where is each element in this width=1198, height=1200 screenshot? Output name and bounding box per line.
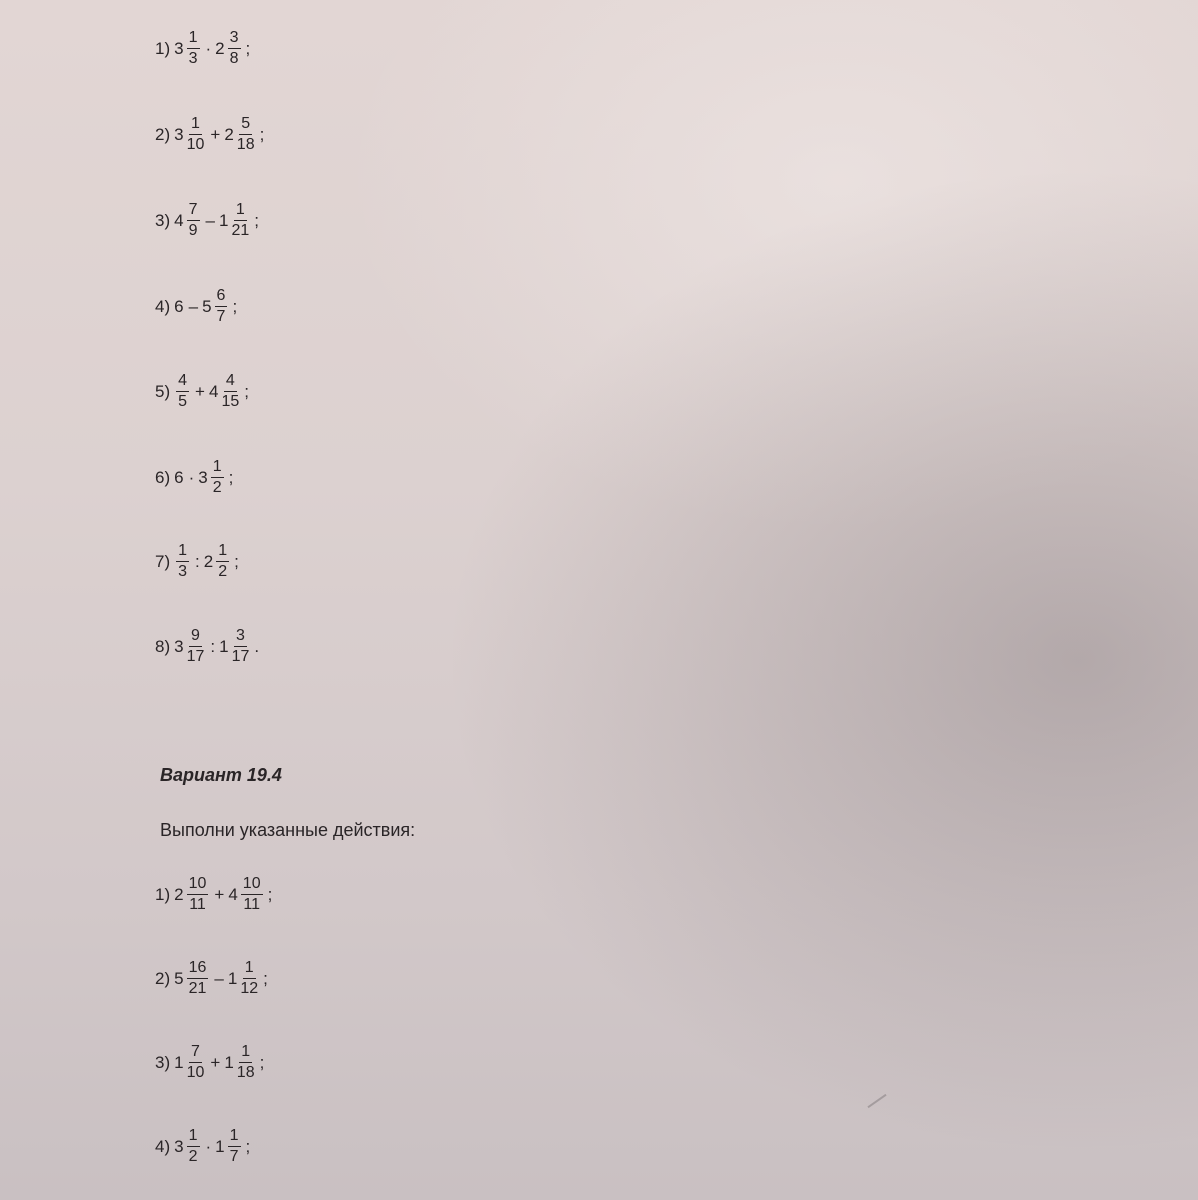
fraction	[221, 373, 239, 410]
operator: –	[188, 297, 199, 316]
whole-part: 3	[174, 637, 184, 656]
whole-part: 1	[219, 637, 229, 656]
problem-bottom-1	[155, 876, 272, 913]
numerator: 1	[187, 30, 200, 49]
numerator: 1	[216, 543, 229, 562]
fraction	[187, 30, 200, 67]
fraction	[187, 202, 200, 239]
denominator: 2	[212, 479, 222, 496]
whole-part: 6	[174, 468, 184, 487]
punctuation: ;	[259, 1053, 265, 1072]
numerator: 10	[241, 876, 263, 895]
denominator: 7	[229, 1148, 239, 1165]
numerator: 1	[187, 1128, 200, 1147]
denominator: 7	[216, 308, 226, 325]
problem-bottom-2	[155, 960, 268, 997]
whole-part: 4	[174, 211, 184, 230]
whole-part: 5	[174, 969, 184, 988]
operator: +	[210, 125, 221, 144]
problem-top-7	[155, 543, 239, 580]
fraction	[176, 373, 189, 410]
whole-part: 1	[174, 1053, 184, 1072]
whole-part: 3	[198, 468, 208, 487]
fraction	[187, 876, 209, 913]
numerator: 7	[189, 1044, 202, 1063]
denominator: 2	[188, 1148, 198, 1165]
fraction	[176, 543, 189, 580]
problem-number: 5)	[155, 382, 171, 401]
problem-number: 1)	[155, 885, 171, 904]
fraction	[237, 116, 255, 153]
problem-number: 2)	[155, 969, 171, 988]
whole-part: 4	[208, 382, 219, 401]
problem-number: 7)	[155, 552, 171, 571]
numerator: 9	[189, 628, 202, 647]
whole-part: 3	[174, 1137, 184, 1156]
problem-top-3	[155, 202, 259, 239]
fraction	[232, 628, 250, 665]
operator: +	[214, 885, 225, 904]
denominator: 3	[178, 563, 188, 580]
fraction	[215, 288, 228, 325]
whole-part: 5	[202, 297, 212, 316]
instruction-text: Выполни указанные действия:	[160, 820, 416, 840]
numerator: 10	[187, 876, 209, 895]
punctuation: ;	[267, 885, 273, 904]
punctuation: ;	[234, 552, 239, 571]
operator: :	[195, 552, 200, 571]
numerator: 1	[211, 459, 224, 478]
fraction	[211, 459, 224, 496]
fraction	[187, 628, 205, 665]
problem-number: 8)	[155, 637, 171, 656]
whole-part: 4	[228, 885, 238, 904]
numerator: 3	[234, 628, 247, 647]
operator: +	[210, 1053, 221, 1072]
punctuation: ;	[244, 382, 249, 401]
operator: +	[195, 382, 205, 401]
numerator: 16	[187, 960, 209, 979]
denominator: 11	[243, 896, 260, 913]
denominator: 18	[236, 136, 255, 153]
whole-part: 1	[215, 1137, 225, 1156]
problem-top-5	[155, 373, 249, 410]
numerator: 1	[189, 116, 202, 135]
numerator: 1	[176, 543, 189, 562]
denominator: 8	[229, 50, 239, 67]
problem-bottom-3	[155, 1044, 264, 1081]
operator: ·	[205, 1137, 212, 1156]
denominator: 12	[240, 980, 259, 997]
problem-bottom-4	[155, 1128, 250, 1165]
problem-number: 2)	[155, 125, 171, 144]
problem-number: 4)	[155, 297, 171, 316]
problem-top-2	[155, 116, 264, 153]
numerator: 1	[243, 960, 256, 979]
denominator: 9	[188, 222, 198, 239]
operator: –	[205, 211, 215, 230]
fraction	[187, 116, 205, 153]
fraction	[187, 1128, 200, 1165]
numerator: 1	[234, 202, 247, 221]
operator: ·	[188, 468, 195, 487]
fraction	[216, 543, 229, 580]
problem-number: 3)	[155, 211, 171, 230]
numerator: 6	[215, 288, 228, 307]
denominator: 21	[231, 222, 250, 239]
whole-part: 2	[203, 552, 214, 571]
numerator: 4	[224, 373, 237, 392]
punctuation: ;	[259, 125, 265, 144]
problem-number: 1)	[155, 39, 171, 58]
fraction	[240, 960, 258, 997]
punctuation: ;	[254, 211, 259, 230]
operator: –	[214, 969, 224, 988]
punctuation: ;	[263, 969, 268, 988]
numerator: 4	[176, 373, 189, 392]
denominator: 18	[236, 1064, 255, 1081]
problem-number: 6)	[155, 468, 171, 487]
punctuation: ;	[228, 468, 234, 487]
denominator: 5	[178, 393, 188, 410]
fraction	[241, 876, 263, 913]
whole-part: 3	[174, 125, 184, 144]
punctuation: .	[254, 637, 260, 656]
denominator: 15	[221, 393, 240, 410]
problem-top-6	[155, 459, 233, 496]
fraction	[228, 30, 241, 67]
numerator: 1	[239, 1044, 252, 1063]
denominator: 17	[186, 648, 205, 665]
variant-heading: Вариант 19.4	[160, 765, 282, 785]
whole-part: 1	[224, 1053, 234, 1072]
whole-part: 2	[174, 885, 184, 904]
numerator: 7	[187, 202, 200, 221]
denominator: 21	[188, 980, 207, 997]
denominator: 11	[189, 896, 206, 913]
whole-part: 6	[174, 297, 184, 316]
denominator: 3	[188, 50, 198, 67]
fraction	[231, 202, 249, 239]
whole-part: 3	[174, 39, 184, 58]
problem-top-8	[155, 628, 259, 665]
punctuation: ;	[245, 1137, 251, 1156]
problem-top-4	[155, 288, 237, 325]
denominator: 10	[186, 136, 205, 153]
operator: :	[210, 637, 216, 656]
numerator: 1	[228, 1128, 241, 1147]
pen-mark	[867, 1094, 886, 1108]
problem-number: 4)	[155, 1137, 171, 1156]
numerator: 3	[228, 30, 241, 49]
problem-top-1	[155, 30, 250, 67]
fraction	[187, 960, 209, 997]
numerator: 5	[239, 116, 252, 135]
whole-part: 1	[227, 969, 238, 988]
problem-number: 3)	[155, 1053, 171, 1072]
punctuation: ;	[232, 297, 238, 316]
operator: ·	[205, 39, 212, 58]
denominator: 10	[186, 1064, 205, 1081]
denominator: 17	[231, 648, 250, 665]
fraction	[237, 1044, 255, 1081]
whole-part: 2	[215, 39, 225, 58]
punctuation: ;	[245, 39, 251, 58]
fraction	[187, 1044, 205, 1081]
whole-part: 2	[224, 125, 234, 144]
denominator: 2	[218, 563, 228, 580]
fraction	[228, 1128, 241, 1165]
whole-part: 1	[218, 211, 229, 230]
